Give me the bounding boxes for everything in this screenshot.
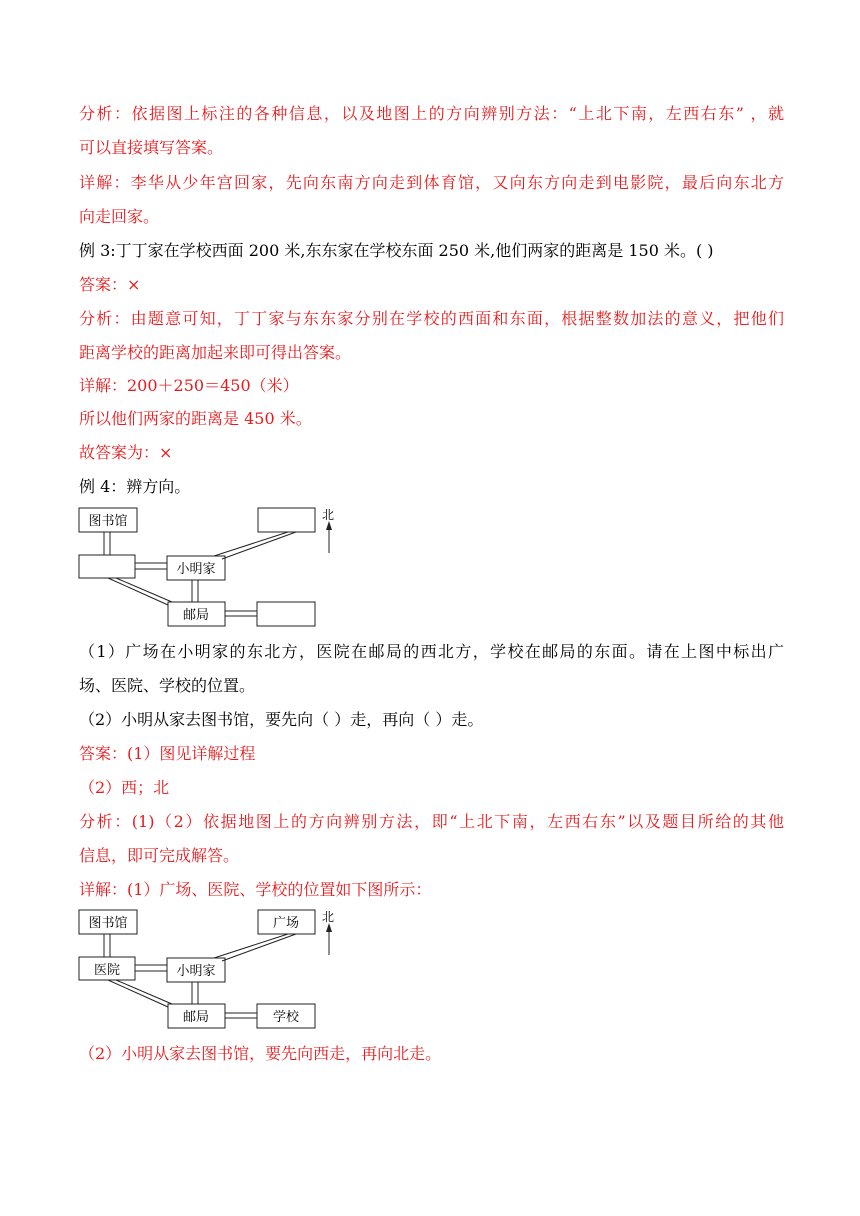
- direction-map-1: [76, 505, 346, 630]
- example-3-analysis-line-1: 分析：由题意可知，丁丁家与东东家分别在学校的西面和东面，根据整数加法的意义，把他们: [79, 309, 784, 328]
- example-3-detail-result: 所以他们两家的距离是 450 米。: [79, 409, 312, 428]
- post-office-label: 邮局: [182, 1010, 210, 1025]
- analysis-2-line-2: 可以直接填写答案。: [79, 138, 224, 157]
- north-label: 北: [321, 508, 335, 522]
- example-4-title: 例 4：辨方向。: [79, 477, 191, 496]
- example-4-analysis-line-1: 分析：(1)（2）依据地图上的方向辨别方法，即“上北下南，左西右东”以及题目所给的其他: [79, 812, 784, 831]
- home-label: 小明家: [176, 562, 216, 577]
- detail-2-line-2: 向走回家。: [79, 207, 160, 226]
- example-4-detail-2: （2）小明从家去图书馆，要先向西走，再向北走。: [79, 1044, 442, 1063]
- home-label: 小明家: [176, 964, 216, 979]
- blank-box-east: [257, 602, 315, 626]
- question-2: （2）小明从家去图书馆，要先向（ ）走，再向（ ）走。: [79, 710, 484, 729]
- detail-2-line-1: 详解：李华从少年宫回家，先向东南方向走到体育馆，又向东方向走到电影院，最后向东北方: [79, 173, 784, 192]
- blank-box-west: [79, 555, 135, 578]
- example-3-final-answer: 故答案为：×: [79, 443, 173, 462]
- example-3-answer: 答案：×: [79, 275, 141, 294]
- example-4-answer-2: （2）西；北: [79, 778, 170, 797]
- example-4-detail: 详解：(1）广场、医院、学校的位置如下图所示：: [79, 880, 432, 899]
- hospital-label: 医院: [93, 963, 121, 978]
- post-office-label: 邮局: [182, 608, 210, 623]
- blank-box-northeast: [258, 508, 315, 532]
- north-label: 北: [321, 910, 335, 924]
- example-4-answer-1: 答案：(1）图见详解过程: [79, 744, 256, 763]
- analysis-2-line-1: 分析：依据图上标注的各种信息，以及地图上的方向辨别方法：“上北下南，左西右东” ，就: [79, 104, 784, 123]
- question-1-line-1: （1）广场在小明家的东北方，医院在邮局的西北方，学校在邮局的东面。请在上图中标出广: [79, 642, 784, 661]
- library-label: 图书馆: [88, 514, 128, 529]
- question-1-line-2: 场、医院、学校的位置。: [79, 676, 256, 695]
- direction-map-2: [76, 907, 346, 1032]
- example-3-question: 例 3:丁丁家在学校西面 200 米,东东家在学校东面 250 米,他们两家的距离是 150 米。( ): [79, 241, 714, 260]
- example-3-analysis-line-2: 距离学校的距离加起来即可得出答案。: [79, 343, 352, 362]
- library-label: 图书馆: [88, 916, 128, 931]
- example-4-analysis-line-2: 信息，即可完成解答。: [79, 846, 240, 865]
- school-label: 学校: [272, 1010, 300, 1025]
- example-3-detail: 详解：200＋250＝450（米）: [79, 376, 299, 395]
- square-label: 广场: [272, 916, 300, 931]
